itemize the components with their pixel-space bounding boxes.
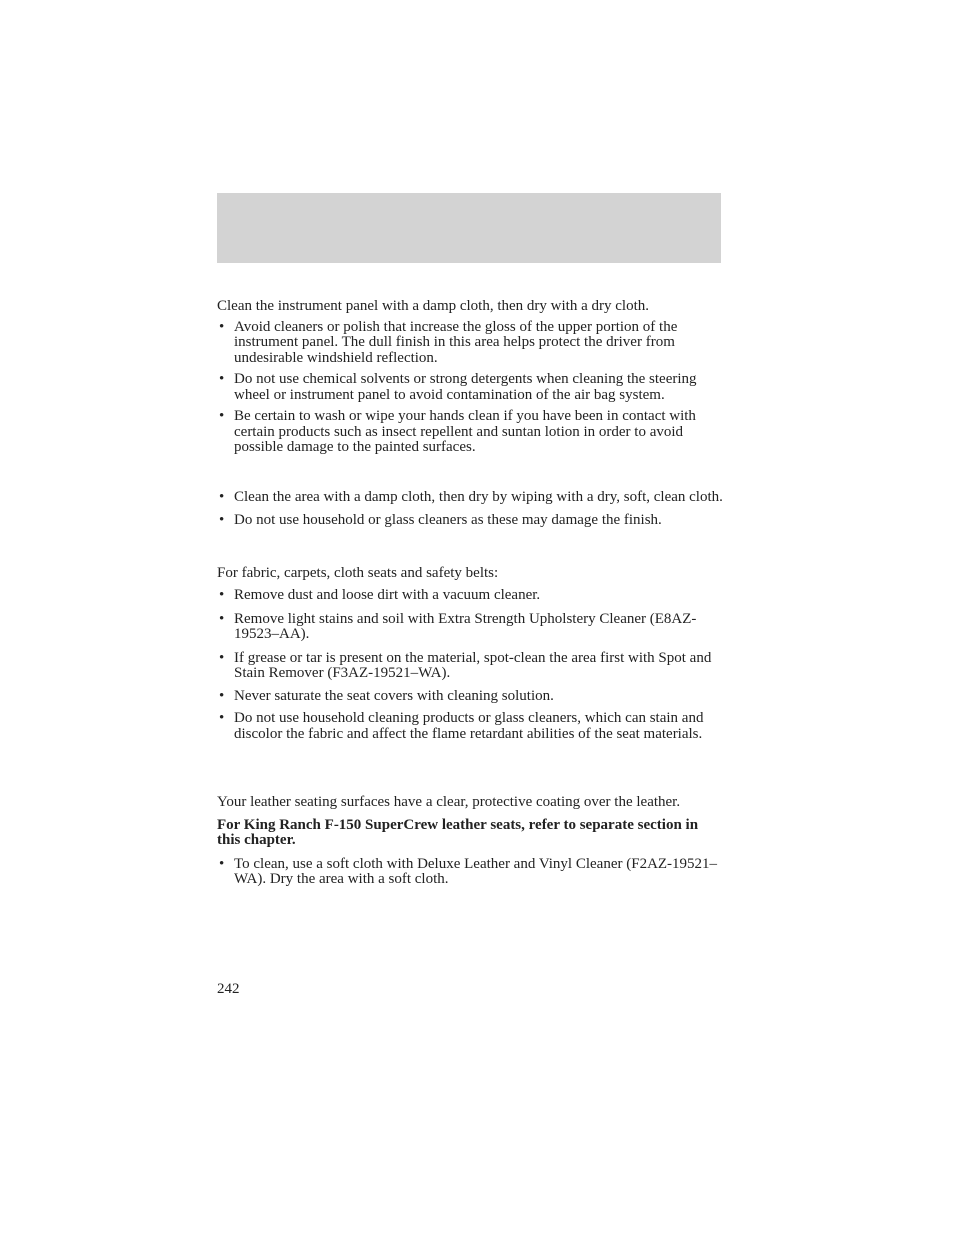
interior-list xyxy=(217,588,723,742)
interior-intro: For fabric, carpets, cloth seats and safety belts: xyxy=(217,564,499,581)
list-item: • Do not use chemical solvents or strong detergents when cleaning the steering wheel or instrument panel to avoid contamination of the air bag system. xyxy=(217,372,723,403)
list-item: • Be certain to wash or wipe your hands clean if you have been in contact with certain products such as insect repellent and suntan lotion in order to avoid possible damage to the painted surfaces. xyxy=(217,409,723,456)
instrument-panel-list xyxy=(217,320,723,456)
leather-list xyxy=(217,857,723,888)
list-item: • Do not use household cleaning products or glass cleaners, which can stain and discolor the fabric and affect the flame retardant abilities of the seat materials. xyxy=(217,711,723,742)
list-item: • Remove light stains and soil with Extra Strength Upholstery Cleaner (E8AZ-19523–AA). xyxy=(217,612,723,643)
leather-note: For King Ranch F-150 SuperCrew leather seats, refer to separate section in this chapter. xyxy=(217,816,699,848)
page-content xyxy=(217,297,723,888)
list-item: • If grease or tar is present on the material, spot-clean the area first with Spot and Stain Remover (F3AZ-19521–WA). xyxy=(217,651,723,682)
list-item: • Clean the area with a damp cloth, then dry by wiping with a dry, soft, clean cloth. xyxy=(217,490,723,506)
list-item: • Do not use household or glass cleaners as these may damage the finish. xyxy=(217,513,723,529)
list-item: • Never saturate the seat covers with cleaning solution. xyxy=(217,689,723,705)
leather-intro: Your leather seating surfaces have a clear, protective coating over the leather. xyxy=(217,794,681,810)
cluster-lens-list xyxy=(217,490,723,529)
section-header-band xyxy=(217,193,721,263)
page-number: 242 xyxy=(217,981,240,997)
instrument-panel-intro: Clean the instrument panel with a damp cloth, then dry with a dry cloth. xyxy=(217,298,649,314)
list-item: • Avoid cleaners or polish that increase the gloss of the upper portion of the instrument panel. The dull finish in this area helps protect the driver from undesirable windshield reflection. xyxy=(217,320,723,367)
list-item: • Remove dust and loose dirt with a vacuum cleaner. xyxy=(217,588,723,604)
list-item: • To clean, use a soft cloth with Deluxe Leather and Vinyl Cleaner (F2AZ-19521–WA). Dry the area with a soft cloth. xyxy=(217,857,723,888)
